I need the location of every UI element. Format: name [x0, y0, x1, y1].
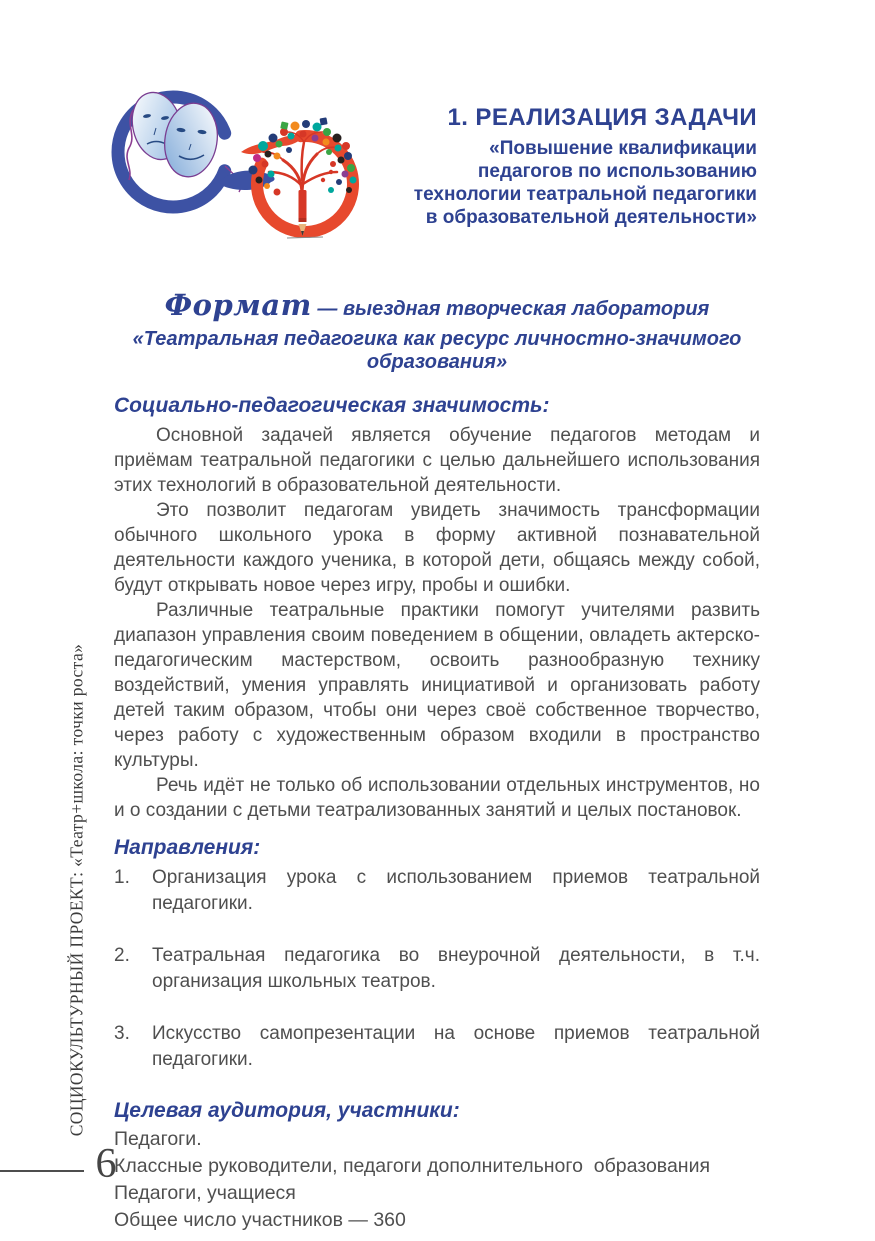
- format-separator: —: [317, 298, 338, 320]
- page-number: 6: [95, 1141, 117, 1187]
- significance-heading: Социально-педагогическая значимость:: [114, 394, 550, 417]
- list-item-number: 1.: [114, 867, 130, 888]
- page-subtitle-line: в образовательной деятельности»: [425, 207, 757, 228]
- page-subtitle-line: «Повышение квалификации: [489, 138, 757, 159]
- significance-paragraph: Речь идёт не только об использовании отдельных инструментов, но и о создании с детьми театрализованных занятий и целых постановок.: [114, 775, 760, 821]
- page-subtitle-line: технологии театральной педагогики: [413, 184, 757, 205]
- significance-paragraph: Различные театральные практики помогут учителями развить диапазон управления своим поведением в общении, овладеть актерско-педагогическим мастерством, освоить разнообразную технику воздействий, умения управлять инициативой и организовать работу детей таким образом, чтобы они через своё собственное творчество, через работу с художественным образом входили в пространство культуры.: [114, 600, 760, 771]
- format-label: Формат: [164, 288, 312, 322]
- list-item-text: Искусство самопрезентации на основе приемов театральной педагогики.: [152, 1023, 760, 1070]
- project-vertical-caption: СОЦИОКУЛЬТУРНЫЙ ПРОЕКТ: «Театр+школа: точки роста»: [66, 643, 87, 1137]
- significance-paragraph: Это позволит педагогам увидеть значимость трансформации обычного школьного урока в форму активной познавательной деятельности каждого ученика, в которой дети, общаясь между собой, будут открывать новое через игру, пробы и ошибки.: [114, 500, 760, 596]
- list-item: [114, 943, 760, 995]
- audience-heading: Целевая аудитория, участники:: [114, 1099, 460, 1122]
- footer-rule: [0, 1170, 84, 1172]
- page-title: 1. РЕАЛИЗАЦИЯ ЗАДАЧИ: [447, 104, 757, 131]
- task-heading: [317, 104, 757, 229]
- format-line: [114, 288, 760, 322]
- list-item: [114, 1021, 760, 1073]
- audience-line: Педагоги, учащиеся: [114, 1182, 296, 1204]
- audience-line: Педагоги.: [114, 1128, 202, 1150]
- audience-line: Общее число участников — 360: [114, 1209, 406, 1231]
- significance-paragraph: Основной задачей является обучение педагогов методам и приёмам театральной педагогики с целью дальнейшего использования этих технологий в образовательной деятельности.: [114, 425, 760, 496]
- format-subtitle: «Театральная педагогика как ресурс личностно-значимого образования»: [132, 328, 742, 373]
- directions-heading: Направления:: [114, 836, 261, 859]
- list-item-number: 2.: [114, 945, 130, 966]
- format-description: выездная творческая лаборатория: [342, 298, 710, 320]
- page-subtitle-line: педагогов по использованию: [477, 161, 757, 182]
- main-content: [114, 288, 760, 1234]
- list-item: [114, 865, 760, 917]
- list-item-number: 3.: [114, 1023, 130, 1044]
- list-item-text: Организация урока с использованием приемов театральной педагогики.: [152, 867, 760, 914]
- list-item-text: Театральная педагогика во внеурочной деятельности, в т.ч. организация школьных театров.: [152, 945, 760, 992]
- audience-line: Классные руководители, педагоги дополнительного образования: [114, 1155, 711, 1177]
